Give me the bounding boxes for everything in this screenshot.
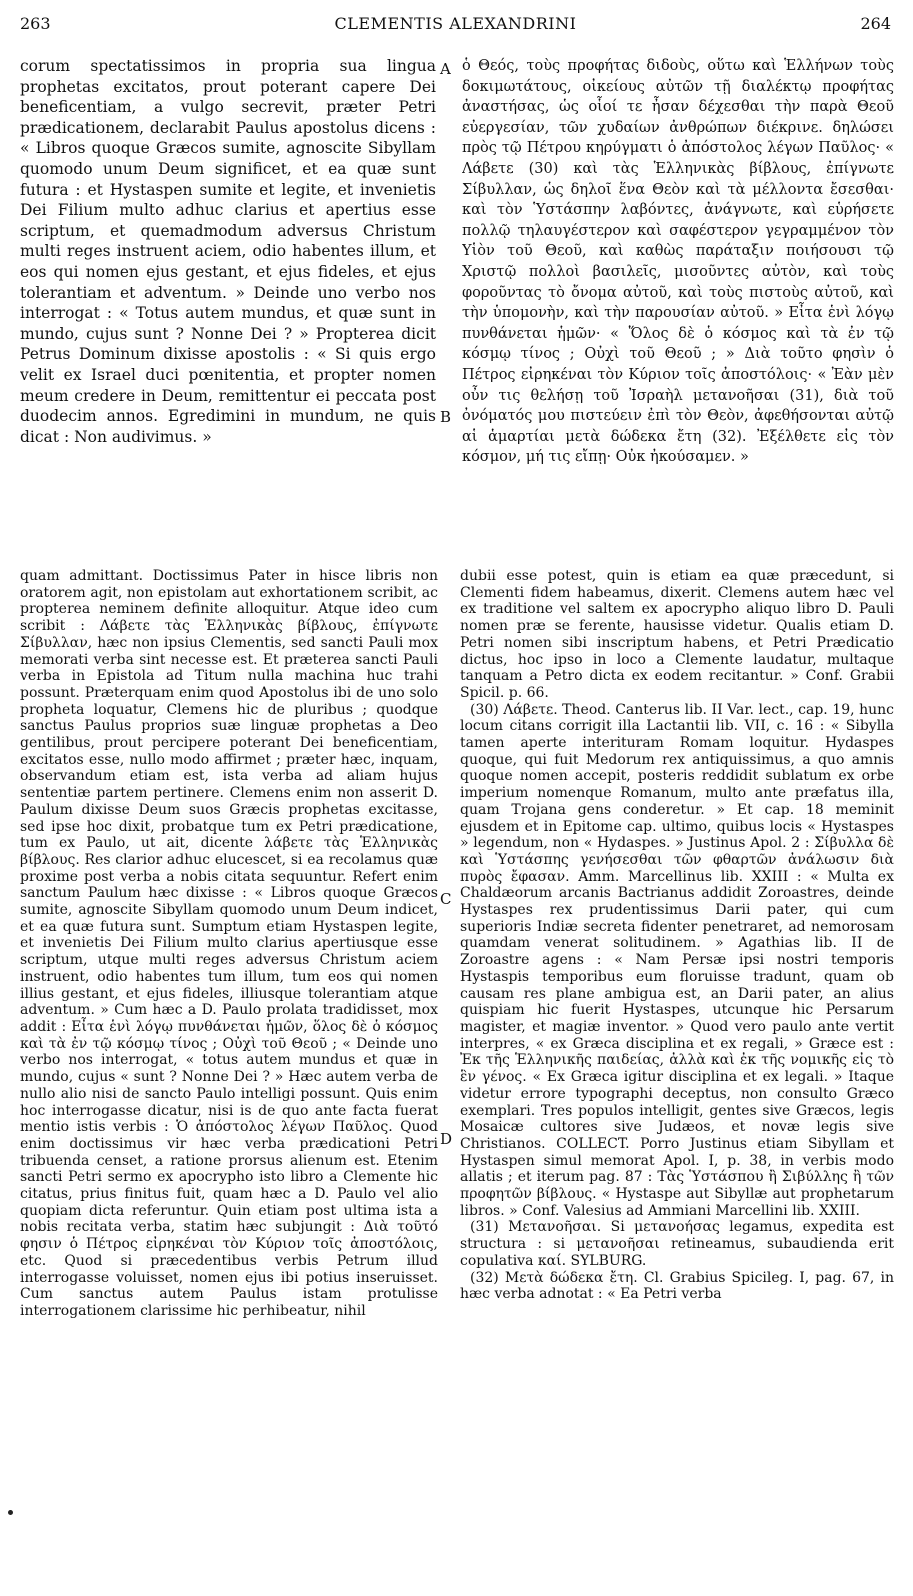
footnote-31: (31) Μετανοῆσαι. Si μετανοήσας legamus, expedita est structura : si μετανοῆσαι retineamus, subaudienda erit copulativa καί. SYLBURG. <box>460 1219 894 1269</box>
running-title: CLEMENTIS ALEXANDRINI <box>334 14 577 33</box>
footnote-30: (30) Λάβετε. Theod. Canterus lib. II Var. lect., cap. 19, hunc locum citans corrigit illa Lactantii lib. VII, c. 16 : « Sibylla tamen aperte interituram Romam loquitur. Hydaspes quoque, qui fuit Medorum rex antiquissimus, a quo amnis quoque nomen accepit, posteris reddidit sublatum ex orbe imperium nomenque Romanum, multo ante præfatus illa, quam Trojana gens conderetur. » Et cap. 18 meminit ejusdem et in Epitome cap. ultimo, quibus locis « Hystaspes » legendum, non « Hydaspes. » Justinus Apol. 2 : Σίβυλλα δὲ καὶ Ὑστάσπης γενήσεσθαι τῶν φθαρτῶν ἀνάλωσιν διὰ πυρὸς ἔφασαν. Amm. Marcellinus lib. XXIII : « Multa ex Chaldæorum arcanis Bactrianus addidit Zoroastres, deinde Hystaspes rex prudentissimus Darii pater, qui cum superioris Indiæ secreta fidenter penetraret, ad nemorosam quamdam venerat solitudinem. » Agathias lib. II de Zoroastre agens : « Nam Persæ ipsi nostri temporis Hystaspis temporibus eum floruisse tradunt, quam ob causam res plane ambigua est, an Darii pater, an alius quispiam hic fuerit Hystaspes, utcunque hic Persarum magister, et magiæ inventor. » Quod vero paulo ante vertit interpres, « ex Græca disciplina et ex regali, » Græce est : Ἐκ τῆς Ἑλληνικῆς παιδείας, ἀλλὰ καὶ ἐκ τῆς νομικῆς εἰς τὸ ἓν γένος. « Ex Græca igitur disciplina et ex legali. » Itaque videtur errore typographi deceptus, non consulto Græco exemplari. Tres populos intelligit, gentes sive Græcos, legis Mosaicæ cultores sive Judæos, et novæ legis sive Christianos. COLLECT. Porro Justinus etiam Sibyllam et Hystaspen simul memorat Apol. I, p. 38, in verbis modo allatis ; et iterum pag. 87 : Τὰς Ὑστάσπου ἢ Σιβύλλης ἢ τῶν προφητῶν βίβλους. « Hystaspe aut Sibyllæ aut prophetarum libros. » Conf. Valesius ad Ammiani Marcellini lib. XXIII. <box>460 701 894 1219</box>
margin-marker-b: B <box>440 408 452 426</box>
ink-dot <box>8 1510 13 1515</box>
page-header <box>20 14 891 38</box>
commentary-right-column <box>460 568 894 1580</box>
commentary-left-column <box>20 568 438 1580</box>
footnote-32: (32) Μετὰ δώδεκα ἔτη. Cl. Grabius Spicileg. I, pag. 67, in hæc verba adnotat : « Ea Petri verba <box>460 1269 894 1303</box>
greek-original-column <box>462 56 894 526</box>
commentary-note-continuation: dubii esse potest, quin is etiam ea quæ præcedunt, si Clementi fidem habeamus, dixerit. Clemens autem hæc vel ex traditione vel saltem ex apocrypho aliquo libro D. Pauli nomen præ se ferente, hausisse videtur. Qualis etiam D. Petri nomen sibi inscriptum habens, et Petri Prædicatio dictus, hoc ipso in loco a Clemente laudatur, multaque tanquam a Petro dicta ex eodem recitantur. » Conf. Grabii Spicil. p. 66. <box>460 568 894 701</box>
page-number-right: 264 <box>860 14 891 33</box>
latin-translation-column <box>20 56 436 526</box>
page-number-left: 263 <box>20 14 51 33</box>
margin-marker-a: A <box>440 60 451 78</box>
latin-text: corum spectatissimos in propria sua lingua prophetas excitatos, prout poterant capere Dei beneficentiam, a vulgo secrevit, præter Petri prædicationem, declarabit Paulus apostolus dicens : « Libros quoque Græcos sumite, agnoscite Sibyllam quomodo unum Deum significet, et ea quæ sunt futura : et Hystaspen sumite et legite, et invenietis Dei Filium multo adhuc clarius et apertius esse scriptum, et quemadmodum adversus Christum multi reges instruent aciem, odio habentes illum, et eos qui nomen ejus gestant, et ejus fideles, et ejus tolerantiam et adventum. » Deinde uno verbo nos interrogat : « Totus autem mundus, et quæ sunt in mundo, cujus sunt ? Nonne Dei ? » Propterea dicit Petrus Dominum dixisse apostolis : « Si quis ergo velit ex Israel duci pœnitentia, et propter nomen meum credere in Deum, remittentur ei peccata post duodecim annos. Egredimini in mundum, ne quis dicat : Non audivimus. » <box>20 57 436 446</box>
margin-marker-c: C <box>440 890 452 908</box>
commentary-paragraph: quam admittant. Doctissimus Pater in hisce libris non oratorem agit, non epistolam aut exhortationem scribit, ac propterea neminem definite alloquitur. Atque ideo cum scribit : Λάβετε τὰς Ἑλληνικὰς βίβλους, ἐπίγνωτε Σίβυλλαν, hæc non ipsius Clementis, sed sancti Pauli mox memorati verba sint necesse est. Et præterea sancti Pauli verba in Epistola ad Titum nulla machina huc trahi possunt. Præterquam enim quod Apostolus ibi de uno solo propheta loquatur, Clemens hic de pluribus ; quodque sanctus Paulus proprios suæ linguæ prophetas a Deo gentilibus, prout percipere poterant Dei beneficentiam, excitatos esse, nullo modo affirmet ; præter hæc, inquam, observandum etiam est, ista verba ad aliam hujus sententiæ partem pertinere. Clemens enim non asserit D. Paulum dixisse Deum suos Græcis prophetas excitasse, sed ipse hoc dixit, probatque tum ex Petri prædicatione, tum ex Paulo, ut ait, dicente λάβετε τὰς Ἑλληνικὰς βίβλους. Res clarior adhuc elucescet, si ea recolamus quæ proxime post verba a nobis citata sequuntur. Refert enim sanctum Paulum hæc dixisse : « Libros quoque Græcos sumite, agnoscite Sibyllam quomodo unum Deum indicet, et ea quæ futura sunt. Sumptum etiam Hystaspen legite, et invenietis Dei Filium multo clarius apertiusque esse scriptum, utque multi reges adversus Christum aciem instruent, odio habentes tum illum, tum eos qui nomen illius gestant, et ejus fideles, illiusque tolerantiam atque adventum. » Cum hæc a D. Paulo prolata tradidisset, mox addit : Εἶτα ἑνὶ λόγῳ πυνθάνεται ἡμῶν, ὅλος δὲ ὁ κόσμος καὶ τὰ ἐν τῷ κόσμῳ τίνος ; Οὐχὶ τοῦ Θεοῦ ; « Deinde uno verbo nos interrogat, « totus autem mundus et quæ in mundo, cujus « sunt ? Nonne Dei ? » Hæc autem verba de nullo alio nisi de sancto Paulo intelligi possunt. Quis enim hoc interrogasse dicatur, nisi is de quo ante facta fuerat mentio istis verbis : Ὁ ἀπόστολος λέγων Παῦλος. Quod enim doctissimus vir hæc verba prædicationi Petri tribuenda censet, a ratione prorsus alienum est. Etenim sancti Petri sermo ex apocrypho isto libro a Clemente hic citatus, prius finitus fuit, quam hæc a D. Paulo vel alio quopiam dicta referuntur. Quin etiam post ultima ista a nobis recitata verba, statim hæc subjungit : Διὰ τοῦτό φησιν ὁ Πέτρος εἰρηκέναι τὸν Κύριον τοῖς ἀποστόλοις, etc. Quod si præcedentibus verbis Petrum illud interrogasse voluisset, nomen ejus ibi potius inseruisset. Cum sanctus autem Paulus istam protulisse interrogationem clarissime hic perhibeatur, nihil <box>20 568 438 1319</box>
margin-marker-d: D <box>440 1130 453 1148</box>
greek-text: ὁ Θεός, τοὺς προφήτας διδοὺς, οὕτω καὶ Ἑλλήνων τοὺς δοκιμωτάτους, οἰκείους αὐτῶν τῇ διαλέκτῳ προφήτας ἀναστήσας, ὡς οἷοί τε ἦσαν δέχεσθαι τὴν παρὰ Θεοῦ εὐεργεσίαν, τῶν χυδαίων ἀνθρώπων διέκρινε. δηλώσει πρὸς τῷ Πέτρου κηρύγματι ὁ ἀπόστολος λέγων Παῦλος· « Λάβετε (30) καὶ τὰς Ἑλληνικὰς βίβλους, ἐπίγνωτε Σίβυλλαν, ὡς δηλοῖ ἕνα Θεὸν καὶ τὰ μέλλοντα ἔσεσθαι· καὶ τὸν Ὑστάσπην λαβόντες, ἀνάγνωτε, καὶ εὑρήσετε πολλῷ τηλαυγέστερον καὶ σαφέστερον γεγραμμένον τὸν Υἱὸν τοῦ Θεοῦ, καὶ καθὼς παράταξιν ποιήσουσι τῷ Χριστῷ πολλοὶ βασιλεῖς, μισοῦντες αὐτὸν, καὶ τοὺς φοροῦντας τὸ ὄνομα αὐτοῦ, καὶ τοὺς πιστοὺς αὐτοῦ, καὶ τὴν ὑπομονὴν, καὶ τὴν παρουσίαν αὐτοῦ. » Εἶτα ἑνὶ λόγῳ πυνθάνεται ἡμῶν· « Ὅλος δὲ ὁ κόσμος καὶ τὰ ἐν τῷ κόσμῳ τίνος ; Οὐχὶ τοῦ Θεοῦ ; » Διὰ τοῦτο φησὶν ὁ Πέτρος εἰρηκέναι τὸν Κύριον τοῖς ἀποστόλοις· « Ἐὰν μὲν οὖν τις θελήσῃ τοῦ Ἰσραὴλ μετανοῆσαι (31), διὰ τοῦ ὀνόματός μου πιστεύειν ἐπὶ τὸν Θεὸν, ἀφεθήσονται αὐτῷ αἱ ἁμαρτίαι μετὰ δώδεκα ἔτη (32). Ἐξέλθετε εἰς τὸν κόσμον, μή τις εἴπῃ· Οὐκ ἠκούσαμεν. » <box>462 58 894 466</box>
